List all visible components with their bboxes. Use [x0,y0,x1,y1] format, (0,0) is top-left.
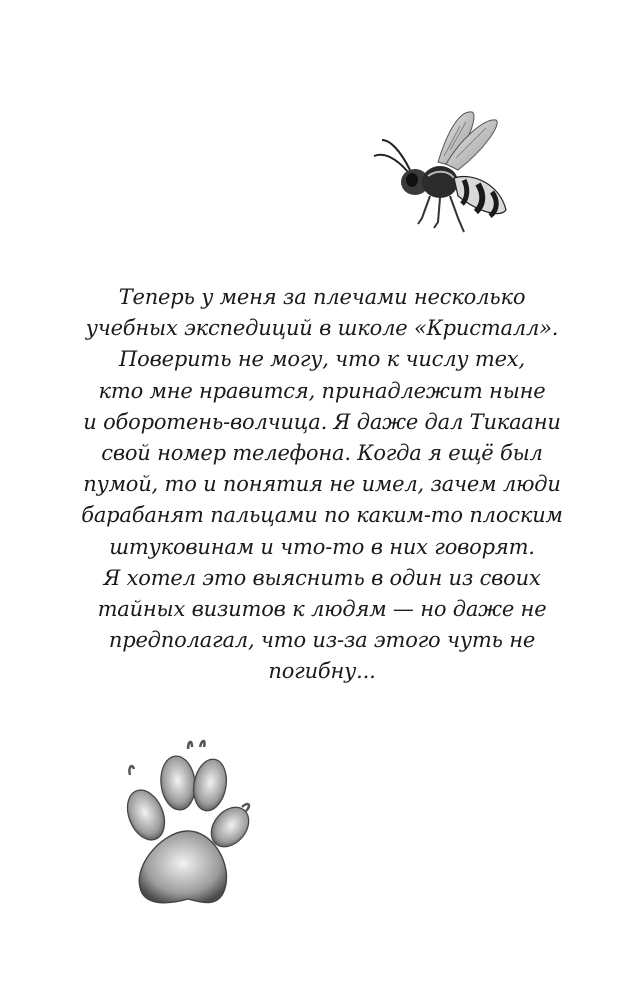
text-line: свой номер телефона. Когда я ещё был [101,441,543,466]
text-line: пумой, то и понятия не имел, зачем люди [83,472,561,497]
text-line: Теперь у меня за плечами несколько [118,285,526,309]
paw-print-icon [116,735,266,913]
text-line: погибну... [268,659,376,684]
text-line: учебных экспедиций в школе «Кристалл». [85,316,559,341]
story-teaser-text [80,282,564,688]
text-line: штуковинам и что-то в них говорят. [109,534,535,559]
text-line: барабанят пальцами по каким-то плоским [81,503,563,528]
text-line: тайных визитов к людям — но даже не [97,597,547,622]
text-line: и оборотень-волчица. Я даже дал Тикаани [83,409,561,434]
text-line: Я хотел это выяснить в один из своих [103,565,541,590]
text-line: кто мне нравится, принадлежит ныне [98,378,546,403]
wasp-icon [360,100,520,250]
text-line: предполагал, что из-за этого чуть не [108,628,536,653]
text-line: Поверить не могу, что к числу тех, [119,347,525,372]
